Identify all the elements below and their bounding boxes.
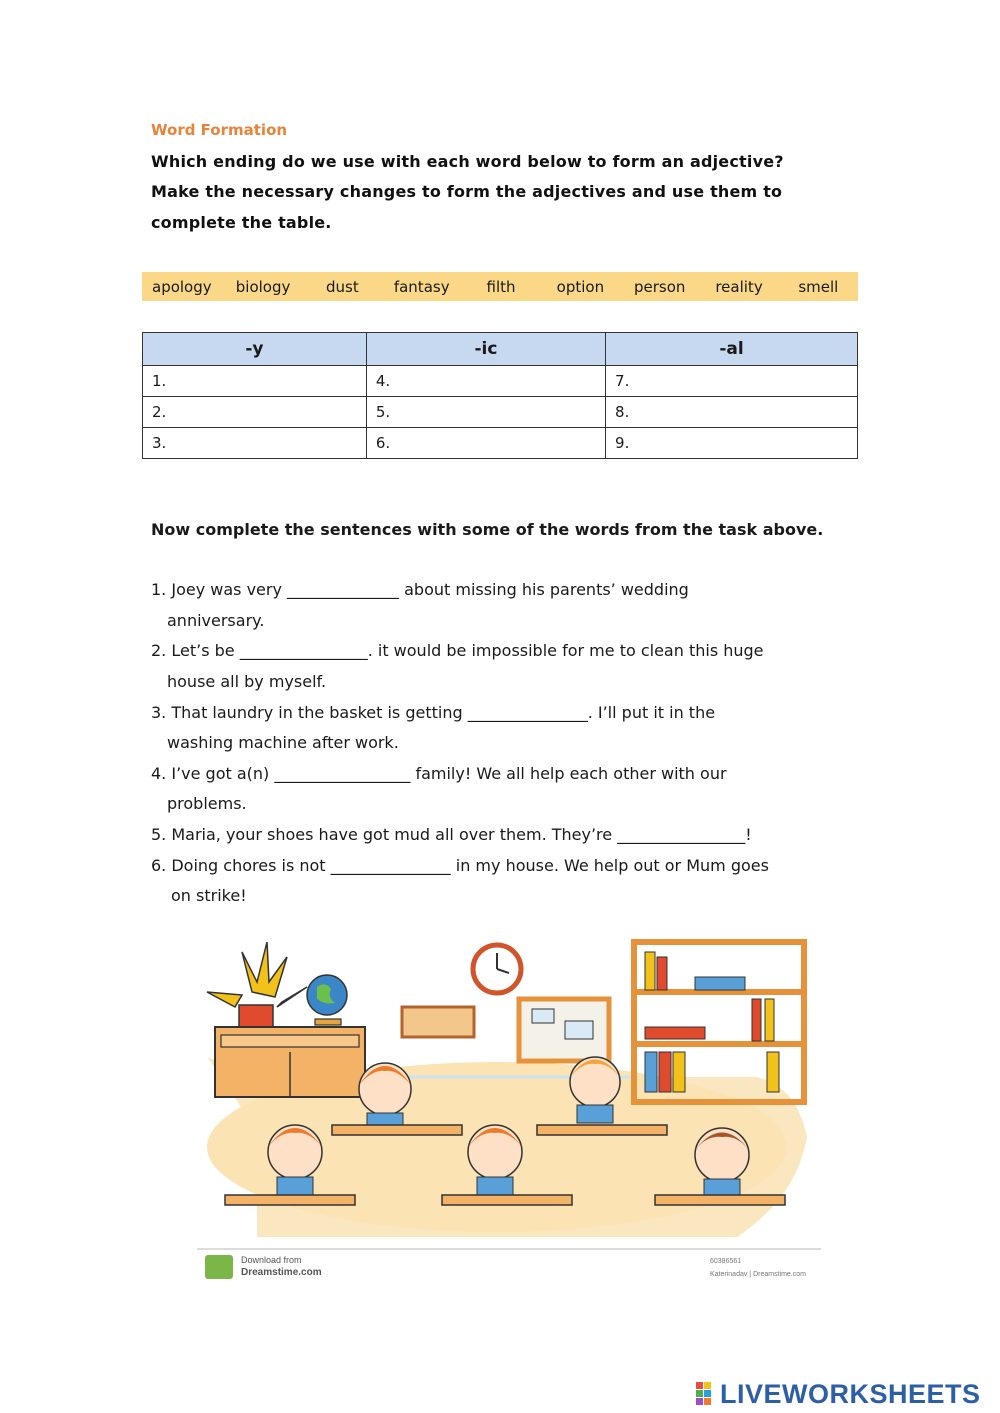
word-bank-item: apology: [152, 277, 212, 296]
word-bank-item: fantasy: [393, 277, 450, 296]
table-row: [143, 366, 858, 397]
table-row: [143, 397, 858, 428]
table-header-row: [143, 333, 858, 366]
watermark-id: 60386561: [710, 1258, 742, 1265]
sentence-2-cont: house all by myself.: [167, 672, 327, 691]
watermark-line2: Dreamstime.com: [241, 1267, 322, 1278]
logo-text: LIVEWORKSHEETS: [720, 1378, 981, 1409]
word-bank: [142, 272, 858, 301]
instruction-line-3: complete the table.: [151, 213, 332, 232]
instruction-line-1: Which ending do we use with each word below to form an adjective?: [151, 152, 784, 171]
liveworksheets-logo: [696, 1378, 981, 1410]
answer-cell[interactable]: 4.: [366, 366, 605, 397]
cabinet: [215, 1027, 365, 1097]
sentence-1-cont: anniversary.: [167, 611, 265, 630]
table-row: [143, 428, 858, 459]
answer-cell[interactable]: 6.: [366, 428, 605, 459]
watermark-credit: Katerinadav | Dreamstime.com: [710, 1271, 806, 1278]
notice-board: [519, 999, 609, 1061]
header-ic: -ic: [366, 333, 605, 366]
child-figure: [359, 1063, 411, 1131]
instruction-line-2: Make the necessary changes to form the adjectives and use them to: [151, 182, 783, 201]
answer-cell[interactable]: 3.: [143, 428, 367, 459]
dreamstime-logo-icon: [205, 1255, 233, 1279]
word-bank-item: dust: [326, 277, 359, 296]
word-bank-item: reality: [715, 277, 763, 296]
sentence-5: 5. Maria, your shoes have got mud all over them. They’re ________________!: [151, 825, 752, 844]
answer-table: [142, 332, 858, 459]
section-title: Word Formation: [151, 121, 288, 139]
answer-cell[interactable]: 9.: [606, 428, 858, 459]
sentence-4: 4. I’ve got a(n) _________________ family! We all help each other with our: [151, 764, 727, 783]
globe-icon: [307, 975, 347, 1025]
sentence-6: 6. Doing chores is not _______________ in my house. We help out or Mum goes: [151, 856, 769, 875]
answer-cell[interactable]: 8.: [606, 397, 858, 428]
answer-cell[interactable]: 2.: [143, 397, 367, 428]
sentence-6-cont: on strike!: [171, 886, 247, 905]
word-bank-item: biology: [235, 277, 291, 296]
classroom-illustration: [197, 937, 821, 1285]
abacus-board: [402, 1007, 474, 1037]
sentence-3: 3. That laundry in the basket is getting _______________. I’ll put it in the: [151, 703, 716, 722]
sentence-1: 1. Joey was very ______________ about missing his parents’ wedding: [151, 580, 689, 599]
answer-cell[interactable]: 1.: [143, 366, 367, 397]
watermark-line1: Download from: [241, 1255, 302, 1265]
sentence-4-cont: problems.: [167, 794, 247, 813]
child-figure: [570, 1057, 620, 1123]
header-al: -al: [606, 333, 858, 366]
word-bank-item: option: [556, 277, 605, 296]
sentence-3-cont: washing machine after work.: [167, 733, 399, 752]
word-bank-item: person: [633, 277, 686, 296]
word-bank-item: filth: [486, 277, 516, 296]
sentences-heading: Now complete the sentences with some of the words from the task above.: [151, 520, 824, 539]
clock-icon: [473, 945, 521, 993]
answer-cell[interactable]: 7.: [606, 366, 858, 397]
word-bank-item: smell: [798, 277, 839, 296]
plant-icon: [207, 942, 307, 1027]
header-y: -y: [143, 333, 367, 366]
answer-cell[interactable]: 5.: [366, 397, 605, 428]
liveworksheets-logo-icon: [696, 1380, 720, 1408]
sentence-2: 2. Let’s be ________________. it would be impossible for me to clean this huge: [151, 641, 764, 660]
